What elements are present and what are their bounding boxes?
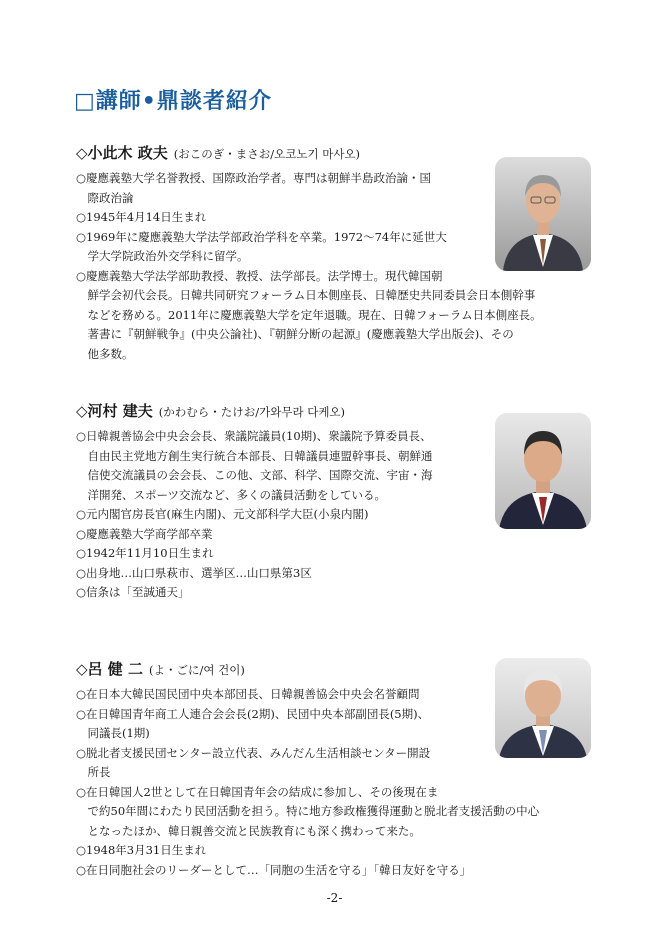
profile-item: ○慶應義塾大学名誉教授、国際政治学者。専門は朝鮮半島政治論・国 際政治論 [76, 171, 432, 205]
profile-item: ○日韓親善協会中央会会長、衆議院議員(10期)、衆議院予算委員長、 自由民主党地方創生実行統合本部長、日韓議員連盟幹事長、朝鮮通 信使交流議員の会会長、この他、文部、科学、国際交流、宇宙・海 洋開発、スポーツ交流など、多くの議員活動をしている。 [76, 429, 433, 502]
profile-item: ○1942年11月10日生まれ [76, 546, 214, 560]
profile-item: ○在日本大韓民国民団中央本部団長、日韓親善協会中央会名誉顧問 [76, 687, 420, 701]
profile-item: ○元内閣官房長官(麻生内閣)、元文部科学大臣(小泉内閣) [76, 507, 369, 521]
speaker-photo-okonogi [495, 157, 591, 271]
profile-item: ○脱北者支援民団センター設立代表、みんだん生活相談センター開設 所長 [76, 745, 431, 779]
profile-item: ○1948年3月31日生まれ [76, 843, 207, 857]
speaker-reading: (おこのぎ・まさお/오코노기 마사오) [173, 147, 361, 161]
profile-item: ○1945年4月14日生まれ [76, 210, 207, 224]
speaker-photo-kawamura [495, 413, 591, 529]
profile-item: ○慶應義塾大学法学部助教授、教授、法学部長。法学博士。現代韓国朝 鮮学会初代会長。日韓共同研究フォーラム日本側座長、日韓歴史共同委員会日本側幹事 などを務める。2011年に慶應義塾大学を定年退職。現在、日韓フォーラム日本側座長。 著書に『朝鮮戦争』(中央公論社)、『朝鮮分断の起源』(慶應義塾大学出版会)、その 他多数。 [76, 268, 542, 361]
page-title: □講師•鼎談者紹介 [74, 89, 272, 114]
speaker-name: ◇呂 健 二 [76, 660, 143, 678]
profile-item: ○在日韓国人2世として在日韓国青年会の結成に参加し、その後現在ま で約50年間にわたり民団活動を担う。特に地方参政権獲得運動と脱北者支援活動の中心 となったほか、韓日親善交流と民族教育にも深く携わって来た。 [76, 784, 540, 838]
profile-item: ○信条は「至誠通天」 [76, 585, 190, 599]
page-number: -2- [326, 891, 343, 905]
speaker-photo-ryo [495, 658, 591, 758]
speaker-name: ◇小此木 政夫 [76, 144, 168, 162]
speaker-reading: (よ・ごに/여 건이) [148, 663, 245, 677]
speaker-name: ◇河村 建夫 [76, 402, 153, 420]
profile-item: ○1969年に慶應義塾大学法学部政治学科を卒業。1972～74年に延世大 学大学院政治外交学科に留学。 [76, 229, 447, 263]
profile-item: ○在日同胞社会のリーダーとして…「同胞の生活を守る」「韓日友好を守る」 [76, 862, 472, 877]
speaker-reading: (かわむら・たけお/가와무라 다케오) [158, 405, 346, 419]
profile-item: ○出身地…山口県萩市、選挙区…山口県第3区 [76, 565, 312, 580]
profile-item: ○在日韓国青年商工人連合会会長(2期)、民団中央本部副団長(5期)、 同議長(1期) [76, 706, 430, 740]
profile-item: ○慶應義塾大学商学部卒業 [76, 526, 213, 541]
